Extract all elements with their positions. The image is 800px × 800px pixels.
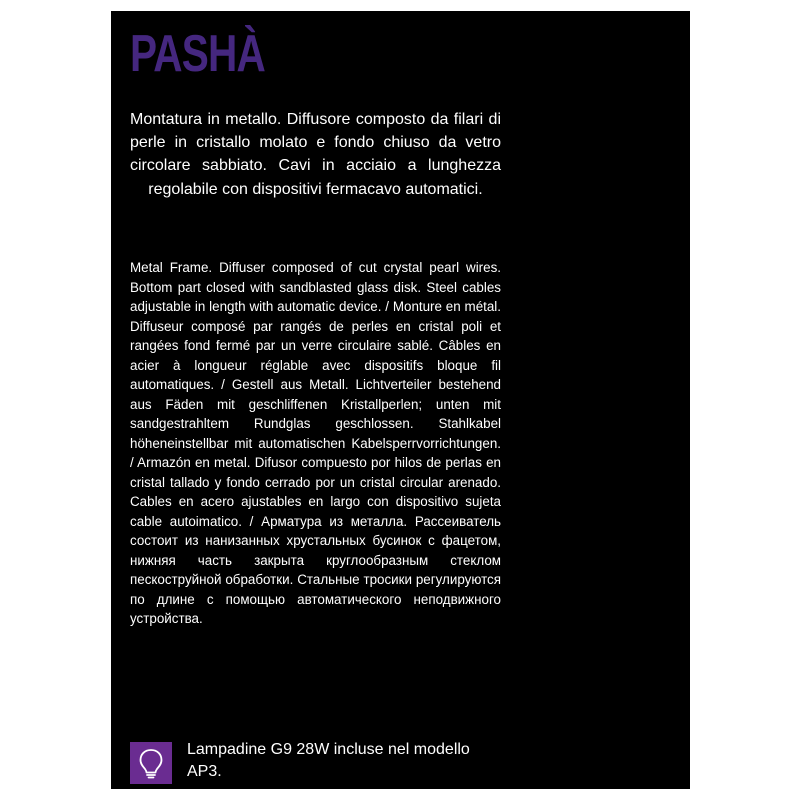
- bulb-note: Lampadine G9 28W incluse nel modello AP3.: [187, 741, 470, 780]
- description-multilingual: Metal Frame. Diffuser composed of cut crystal pearl wires. Bottom part closed with sandblasted glass disk. Steel cables adjustable in length with automatic device. / Monture en métal. Diffuseur composé par rangés de perles en cristal poli et rangées fond fermé par un verre circulaire sablé. Câbles en acier à longueur réglable avec dispositifs bloque fil automatiques. / Gestell aus Metall. Lichtverteiler bestehend aus Fäden mit geschliffenen Kristallperlen; unten mit sandgestrahltem Rundglas geschlossen. Stahlkabel höheneinstellbar mit automatischen Kabelsperrvorrichtungen. / Armazón en metal. Difusor compuesto por hilos de perlas en cristal tallado y fondo cerrado por un cristal circular arenado. Cables en acero ajustables en largo con dispositivo sujeta cable autoimatico. / Арматура из металла. Рассеиватель состоит из нанизанных хрустальных бусинок с фацетом, нижняя часть закрыта круглообразным стеклом пескоструйной обработки. Стальные тросики регулируются по длине с помощью автоматического неподвижного устройства.: [130, 260, 501, 626]
- description-italian: Montatura in metallo. Diffusore composto da filari di perle in cristallo molato e fondo chiuso da vetro circolare sabbiato. Cavi in acciaio a lunghezza regolabile con dispositivi fermacavo automatici.: [130, 111, 501, 198]
- product-sheet-panel: [111, 11, 690, 789]
- light-bulb-icon: [138, 748, 164, 779]
- product-title: PASHÀ: [130, 25, 266, 83]
- bulb-icon-box: [130, 742, 172, 784]
